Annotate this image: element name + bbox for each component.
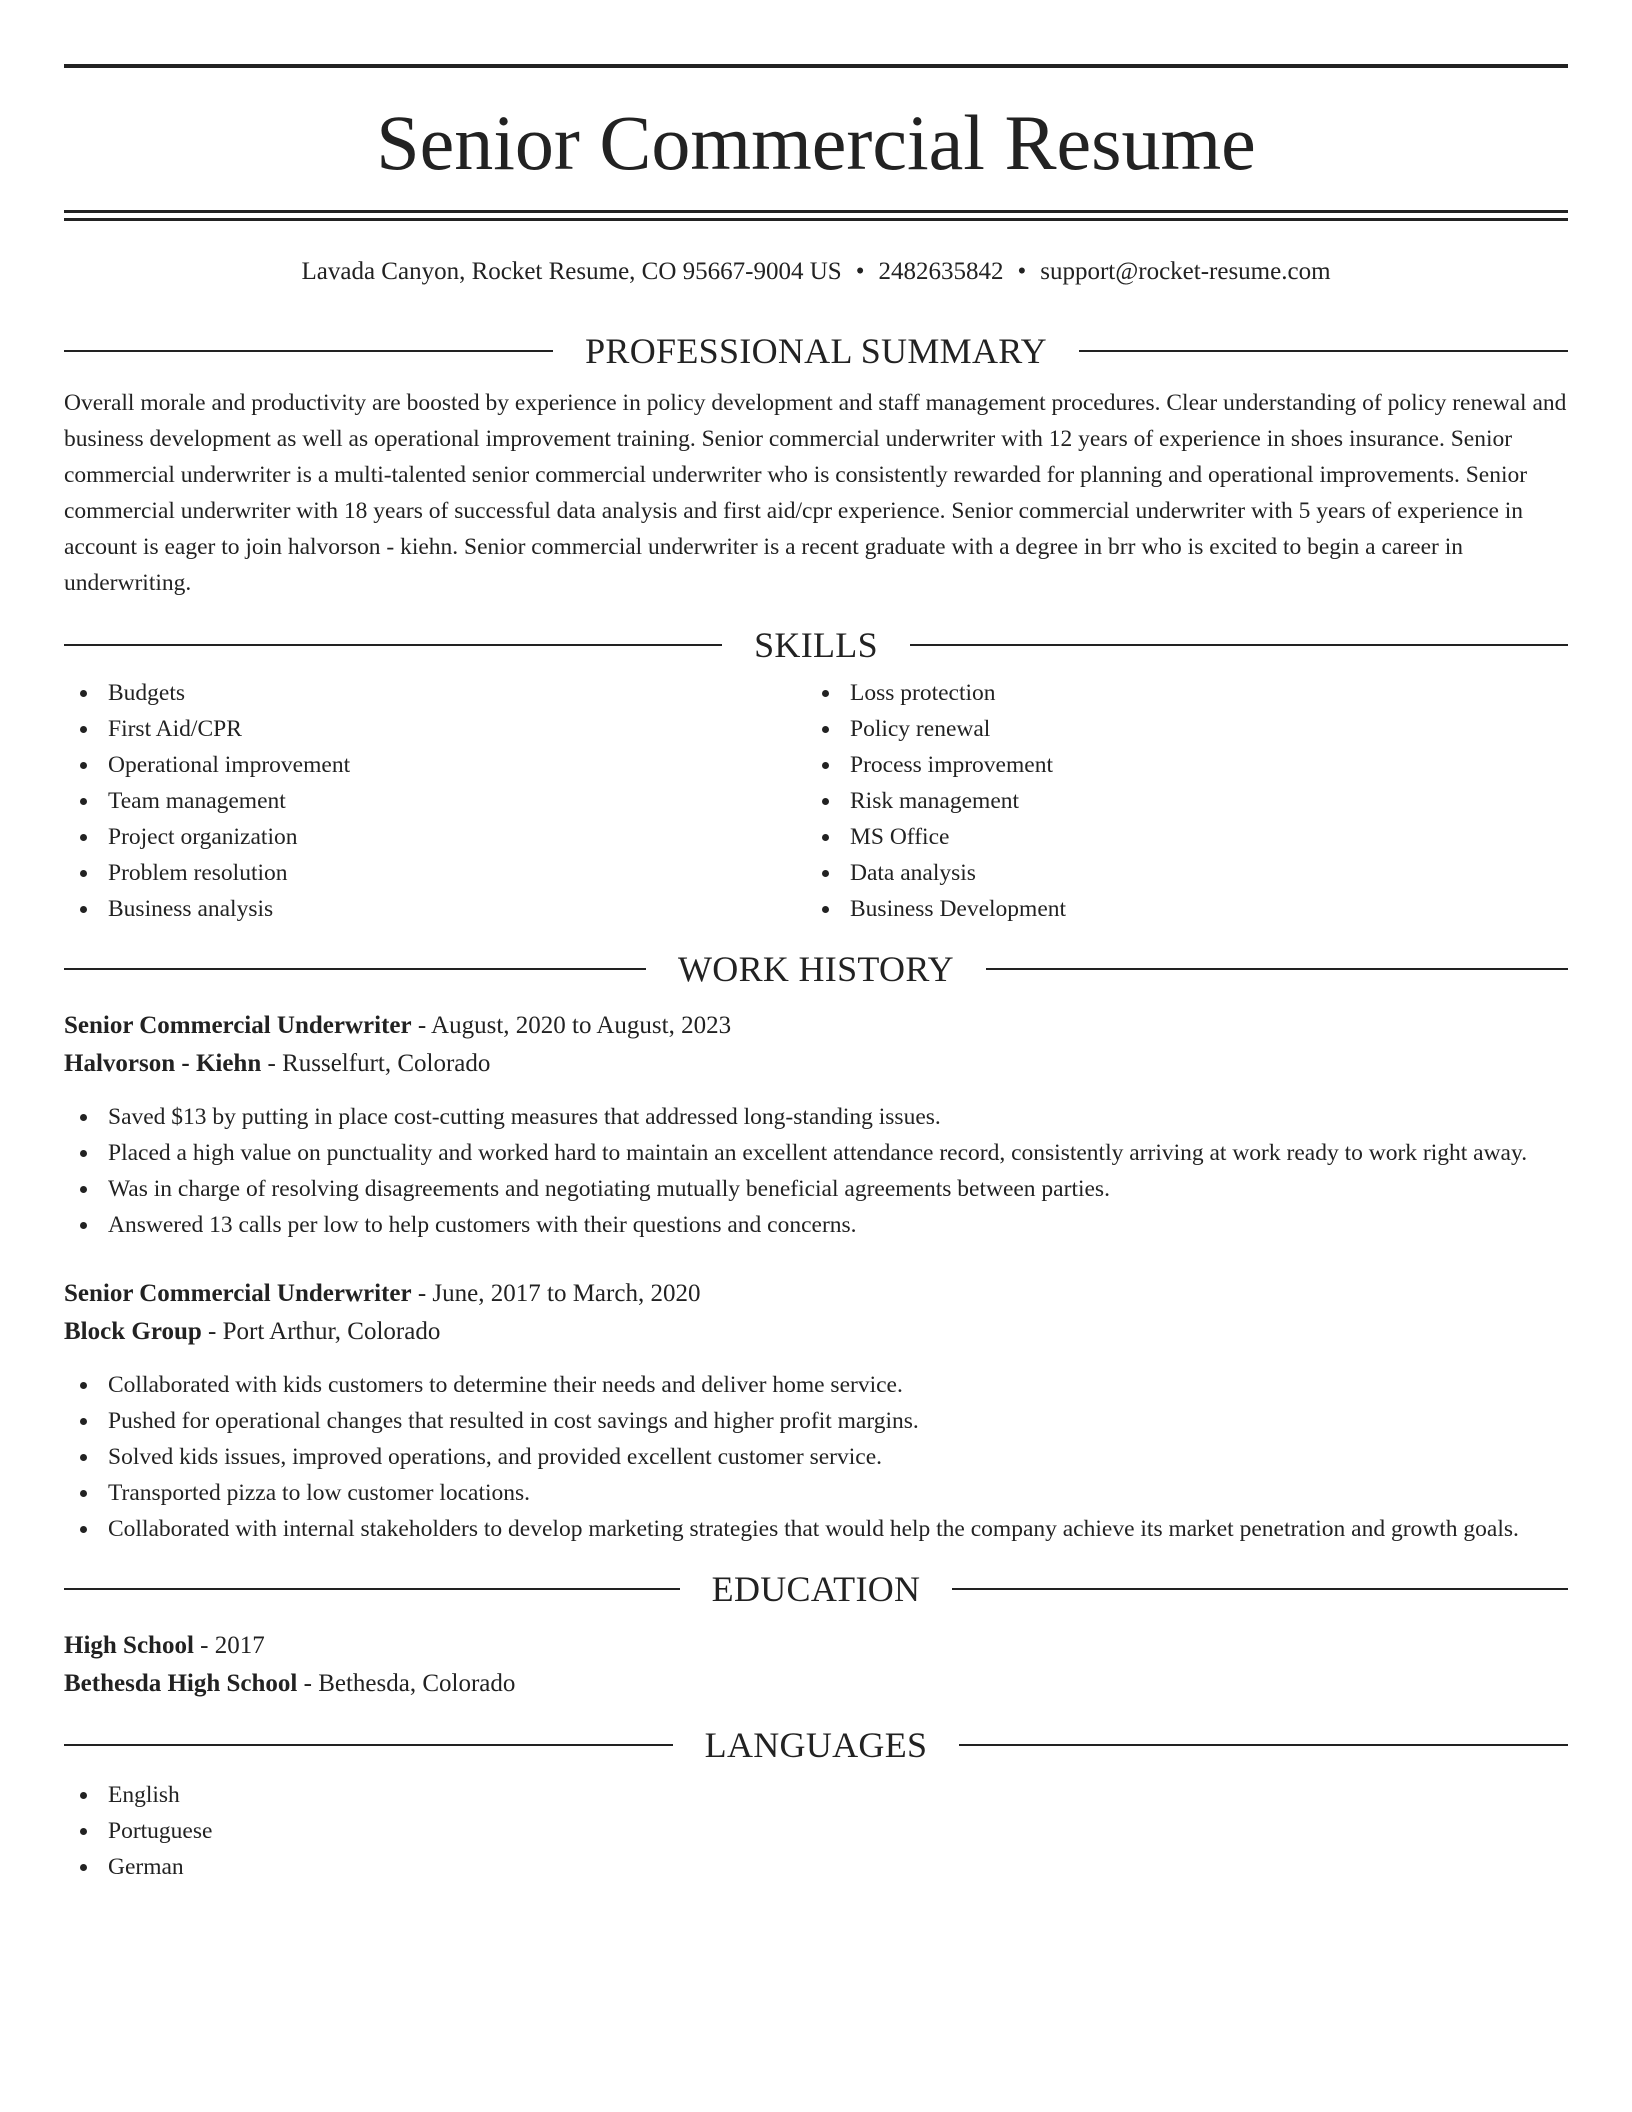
heading-rule: [986, 968, 1568, 970]
skill-item: Business analysis: [64, 891, 806, 927]
languages-heading: [64, 1723, 1568, 1767]
education-school-line: [64, 1665, 1568, 1703]
job-bullet: Answered 13 calls per low to help customers with their questions and concerns.: [64, 1207, 1568, 1243]
education-degree-line: [64, 1627, 1568, 1665]
skill-item: Loss protection: [806, 675, 1548, 711]
skill-item: Operational improvement: [64, 747, 806, 783]
job-dates: - August, 2020 to August, 2023: [411, 1012, 732, 1039]
contact-address: Lavada Canyon, Rocket Resume, CO 95667-9004 US: [301, 258, 842, 285]
skill-item: Data analysis: [806, 855, 1548, 891]
languages-list: [64, 1777, 1568, 1885]
skills-column-left: [64, 675, 806, 927]
heading-rule: [64, 1588, 680, 1590]
skill-item: Budgets: [64, 675, 806, 711]
skill-item: Team management: [64, 783, 806, 819]
languages-heading-label: LANGUAGES: [704, 1725, 928, 1765]
job-entry: [64, 1007, 1568, 1243]
resume-page: [64, 64, 1568, 1885]
job-bullet: Collaborated with internal stakeholders to develop marketing strategies that would help the company achieve its market penetration and growth goals.: [64, 1511, 1568, 1547]
skill-item: Business Development: [806, 891, 1548, 927]
heading-rule: [64, 350, 553, 352]
job-company-line: [64, 1313, 1568, 1351]
heading-rule: [64, 644, 722, 646]
contact-line: [64, 255, 1568, 289]
job-title: Senior Commercial Underwriter: [64, 1012, 412, 1039]
job-entry: [64, 1275, 1568, 1547]
summary-heading: [64, 329, 1568, 373]
skill-item: Project organization: [64, 819, 806, 855]
heading-rule: [64, 968, 646, 970]
job-bullet: Saved $13 by putting in place cost-cutting measures that addressed long-standing issues.: [64, 1099, 1568, 1135]
heading-rule: [952, 1588, 1568, 1590]
contact-separator: •: [1017, 258, 1027, 285]
heading-rule: [1079, 350, 1568, 352]
skills-heading: [64, 623, 1568, 667]
job-title-line: [64, 1275, 1568, 1313]
skill-item: Process improvement: [806, 747, 1548, 783]
education-entry: [64, 1627, 1568, 1703]
education-heading-label: EDUCATION: [711, 1569, 921, 1609]
language-item: German: [64, 1849, 1568, 1885]
skills-list: [64, 675, 1568, 927]
job-bullet: Solved kids issues, improved operations, and provided excellent customer service.: [64, 1439, 1568, 1475]
contact-separator: •: [855, 258, 865, 285]
skills-heading-label: SKILLS: [754, 625, 878, 665]
job-bullets: [64, 1367, 1568, 1547]
skill-item: Problem resolution: [64, 855, 806, 891]
summary-text: Overall morale and productivity are boosted by experience in policy development and staff management procedures. Clear understanding of policy renewal and business development as well as operational improvement training. Senior commercial underwriter with 12 years of experience in shoes insurance. Senior commercial underwriter is a multi-talented senior commercial underwriter who is consistently rewarded for planning and operational improvements. Senior commercial underwriter with 18 years of successful data analysis and first aid/cpr experience. Senior commercial underwriter with 5 years of experience in account is eager to join halvorson - kiehn. Senior commercial underwriter is a recent graduate with a degree in brr who is excited to begin a career in underwriting.: [64, 390, 1567, 596]
education-school: Bethesda High School: [64, 1670, 298, 1697]
job-location: - Port Arthur, Colorado: [201, 1318, 441, 1345]
contact-email: support@rocket-resume.com: [1040, 258, 1331, 285]
skill-item: Policy renewal: [806, 711, 1548, 747]
education-year: - 2017: [193, 1632, 265, 1659]
job-title-line: [64, 1007, 1568, 1045]
job-company-line: [64, 1045, 1568, 1083]
job-bullet: Was in charge of resolving disagreements and negotiating mutually beneficial agreements between parties.: [64, 1171, 1568, 1207]
job-bullet: Collaborated with kids customers to determine their needs and deliver home service.: [64, 1367, 1568, 1403]
summary-heading-label: PROFESSIONAL SUMMARY: [585, 331, 1047, 371]
skill-item: Risk management: [806, 783, 1548, 819]
work-heading-label: WORK HISTORY: [678, 949, 954, 989]
job-location: - Russelfurt, Colorado: [261, 1050, 491, 1077]
skills-column-right: [806, 675, 1548, 927]
job-company: Block Group: [64, 1318, 202, 1345]
double-rule: [64, 210, 1568, 221]
skill-item: First Aid/CPR: [64, 711, 806, 747]
language-item: Portuguese: [64, 1813, 1568, 1849]
job-dates: - June, 2017 to March, 2020: [411, 1280, 701, 1307]
job-bullets: [64, 1099, 1568, 1243]
contact-phone: 2482635842: [878, 258, 1004, 285]
heading-rule: [959, 1744, 1568, 1746]
top-rule: [64, 64, 1568, 68]
job-bullet: Pushed for operational changes that resulted in cost savings and higher profit margins.: [64, 1403, 1568, 1439]
heading-rule: [910, 644, 1568, 646]
job-company: Halvorson - Kiehn: [64, 1050, 262, 1077]
job-bullet: Placed a high value on punctuality and worked hard to maintain an excellent attendance record, consistently arriving at work ready to work right away.: [64, 1135, 1568, 1171]
education-location: - Bethesda, Colorado: [297, 1670, 516, 1697]
job-title: Senior Commercial Underwriter: [64, 1280, 412, 1307]
heading-rule: [64, 1744, 673, 1746]
resume-title: Senior Commercial Resume: [376, 99, 1256, 186]
education-degree: High School: [64, 1632, 194, 1659]
language-item: English: [64, 1777, 1568, 1813]
work-heading: [64, 947, 1568, 991]
education-heading: [64, 1567, 1568, 1611]
skill-item: MS Office: [806, 819, 1548, 855]
job-bullet: Transported pizza to low customer locations.: [64, 1475, 1568, 1511]
